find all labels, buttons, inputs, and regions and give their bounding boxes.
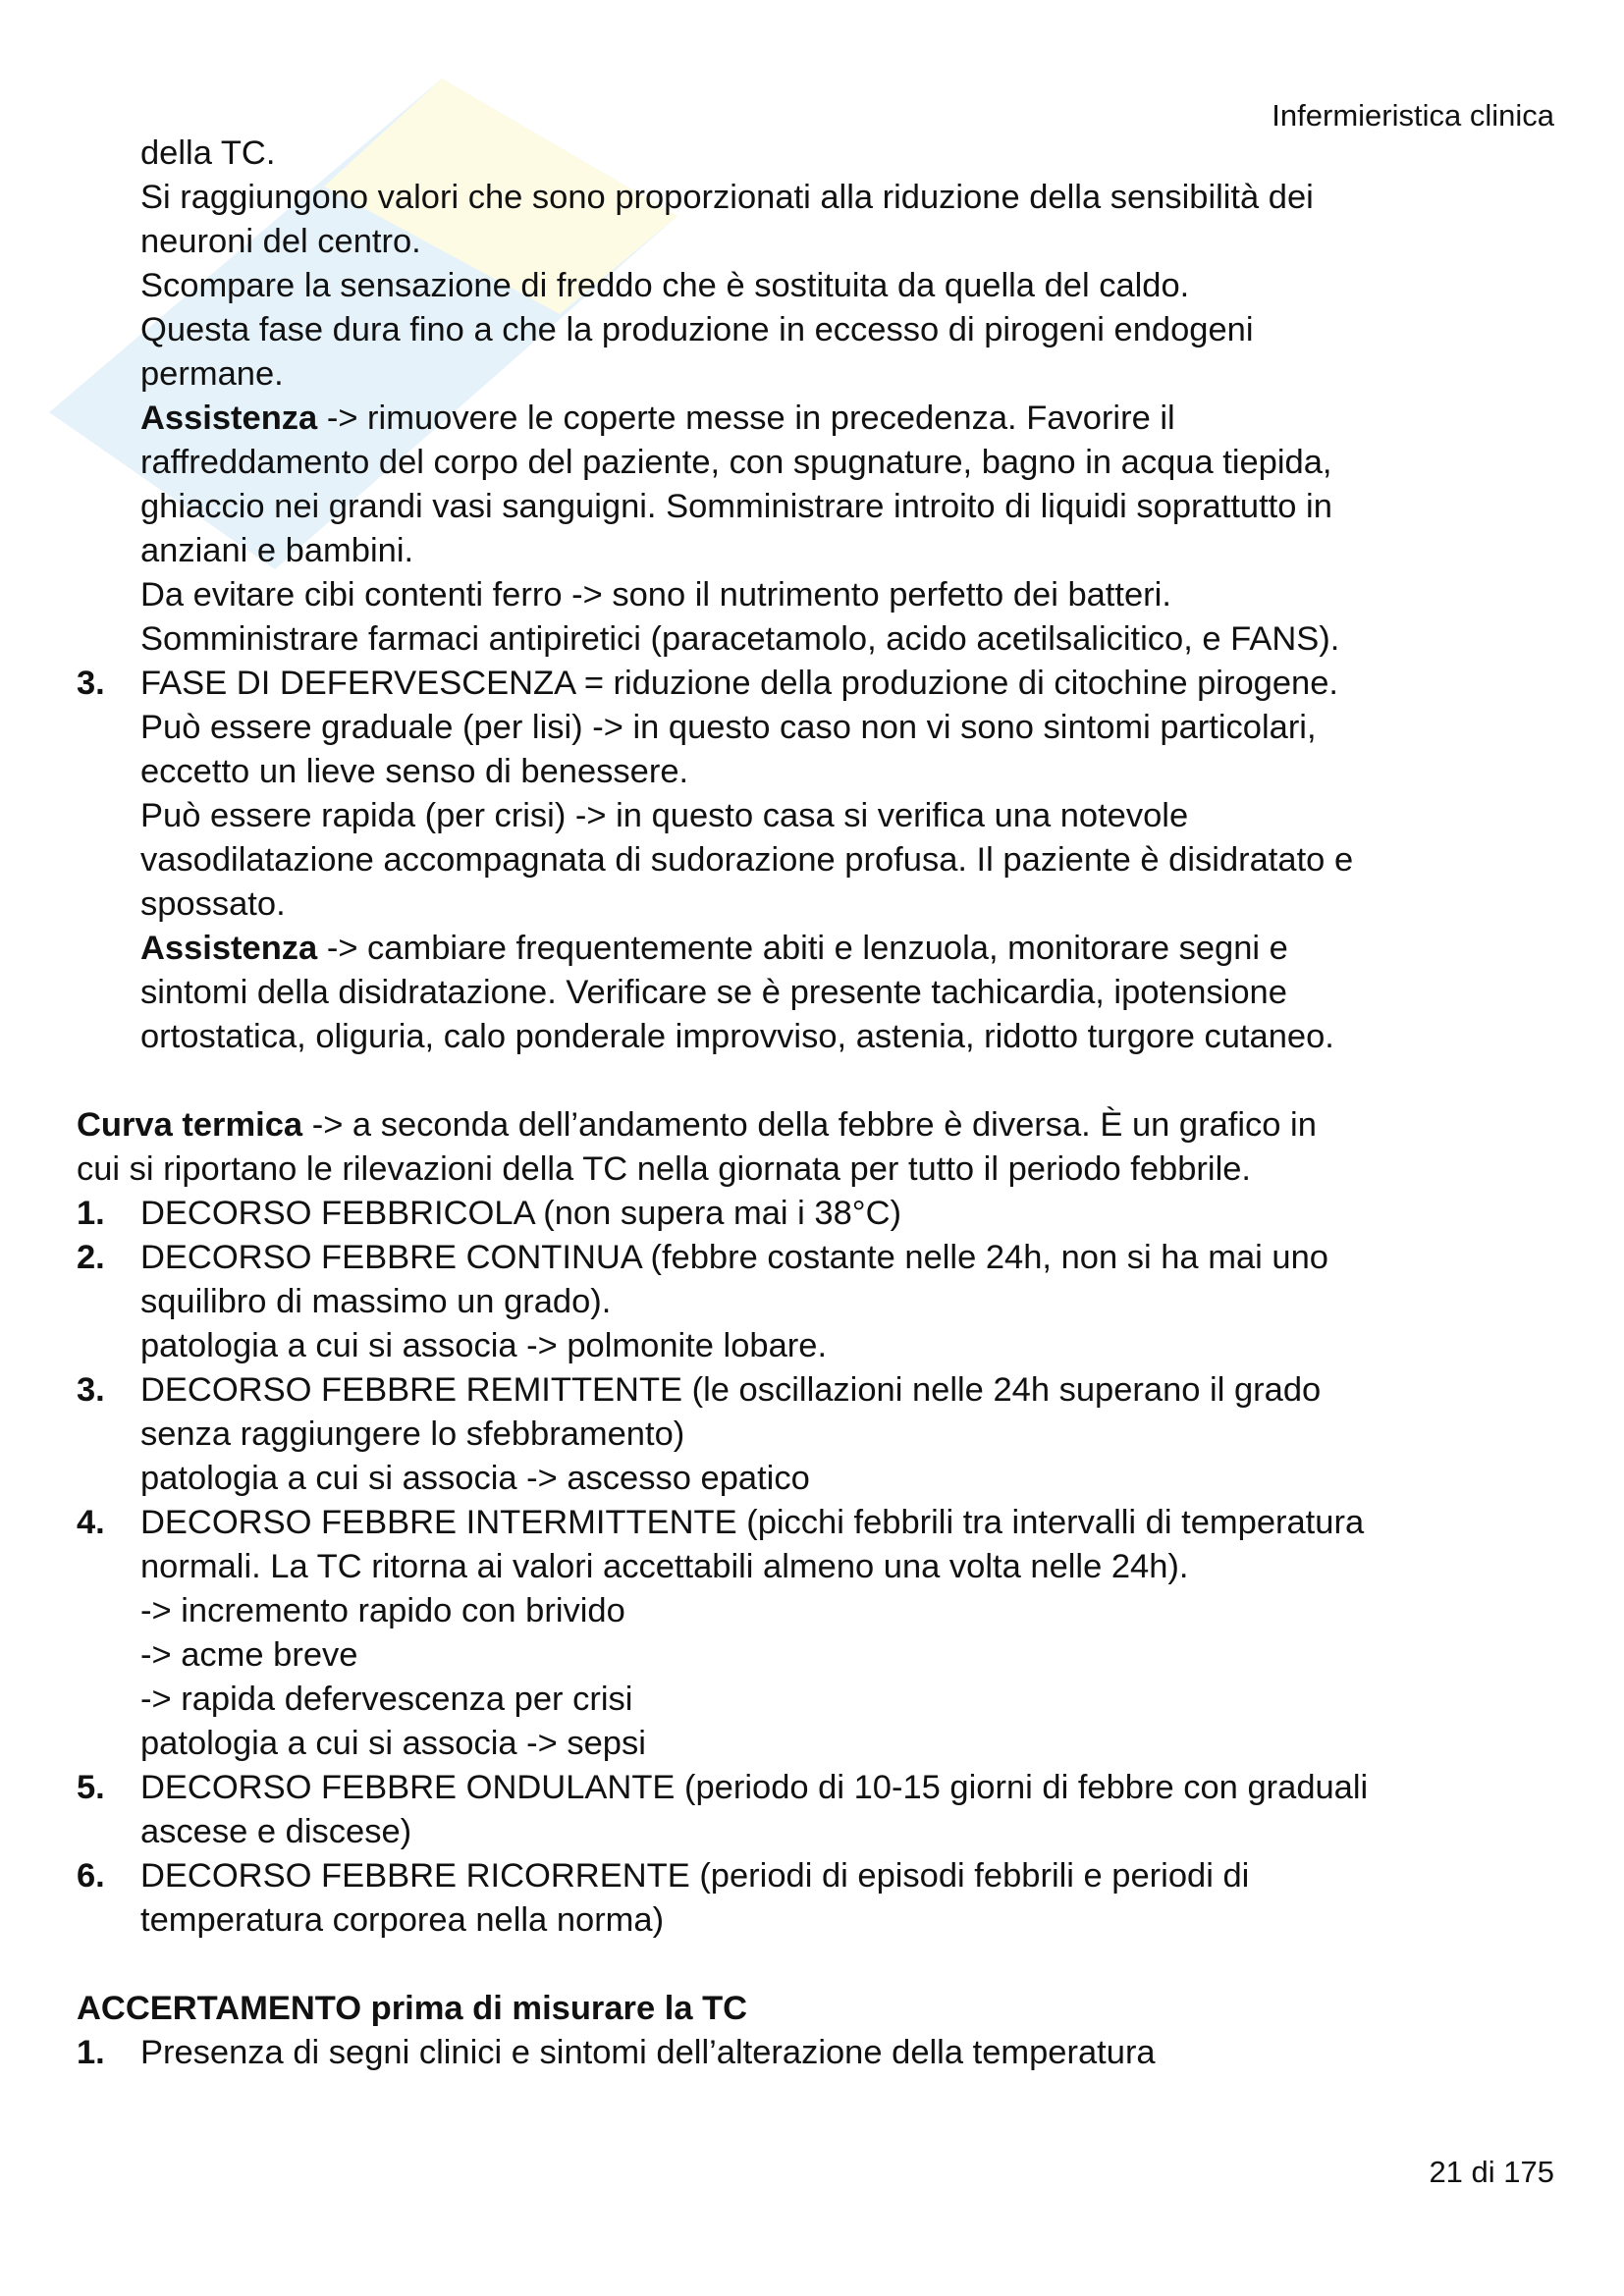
text-line <box>77 1766 1569 1810</box>
line-text: DECORSO FEBBRE REMITTENTE (le oscillazioni nelle 24h superano il grado <box>140 1371 1322 1409</box>
document-header: Infermieristica clinica <box>1272 98 1554 133</box>
text-line <box>77 1324 1569 1368</box>
line-text: DECORSO FEBBRICOLA (non supera mai i 38°C) <box>140 1195 901 1232</box>
line-text: della TC. <box>140 134 276 172</box>
text-line <box>77 485 1569 529</box>
line-text: -> rimuovere le coperte messe in precedenza. Favorire il <box>317 400 1175 437</box>
text-line <box>77 1501 1569 1545</box>
bold-term: Assistenza <box>140 400 318 437</box>
line-text: Può essere rapida (per crisi) -> in questo casa si verifica una notevole <box>140 797 1189 834</box>
text-line <box>77 1236 1569 1280</box>
line-text: -> cambiare frequentemente abiti e lenzuola, monitorare segni e <box>317 930 1288 967</box>
line-text: DECORSO FEBBRE ONDULANTE (periodo di 10-15 giorni di febbre con graduali <box>140 1769 1369 1806</box>
line-text: Questa fase dura fino a che la produzione in eccesso di pirogeni endogeni <box>140 311 1254 348</box>
line-text: raffreddamento del corpo del paziente, con spugnature, bagno in acqua tiepida, <box>140 444 1332 481</box>
text-line <box>77 1457 1569 1501</box>
line-text: Scompare la sensazione di freddo che è sostituita da quella del caldo. <box>140 267 1190 304</box>
line-text: DECORSO FEBBRE RICORRENTE (periodi di episodi febbrili e periodi di <box>140 1857 1250 1895</box>
text-line <box>77 706 1569 750</box>
text-line <box>77 1280 1569 1324</box>
text-line <box>77 441 1569 485</box>
text-line <box>77 1678 1569 1722</box>
line-text: normali. La TC ritorna ai valori accettabili almeno una volta nelle 24h). <box>140 1548 1189 1585</box>
list-number: 3. <box>77 665 105 702</box>
line-text: Si raggiungono valori che sono proporzionati alla riduzione della sensibilità dei <box>140 179 1314 216</box>
bold-term: Curva termica <box>77 1106 303 1144</box>
text-line <box>77 838 1569 882</box>
text-line <box>77 573 1569 617</box>
text-line <box>77 617 1569 662</box>
line-text: Somministrare farmaci antipiretici (paracetamolo, acido acetilsalicitico, e FANS). <box>140 620 1340 658</box>
text-line <box>77 220 1569 264</box>
text-line <box>77 1810 1569 1854</box>
line-text: temperatura corporea nella norma) <box>140 1901 665 1939</box>
text-line <box>77 750 1569 794</box>
line-text: patologia a cui si associa -> ascesso epatico <box>140 1460 810 1497</box>
line-text: squilibro di massimo un grado). <box>140 1283 612 1320</box>
text-line <box>77 1589 1569 1633</box>
line-text: anziani e bambini. <box>140 532 414 569</box>
text-line <box>77 352 1569 397</box>
line-text: eccetto un lieve senso di benessere. <box>140 753 689 790</box>
text-line <box>77 529 1569 573</box>
text-line <box>77 1192 1569 1236</box>
line-text: ortostatica, oliguria, calo ponderale improvviso, astenia, ridotto turgore cutaneo. <box>140 1018 1334 1055</box>
text-line <box>77 1148 1569 1192</box>
text-line <box>77 1898 1569 1943</box>
line-text: Da evitare cibi contenti ferro -> sono il nutrimento perfetto dei batteri. <box>140 576 1171 614</box>
line-text: FASE DI DEFERVESCENZA = riduzione della produzione di citochine pirogene. <box>140 665 1338 702</box>
text-line <box>77 1103 1569 1148</box>
text-line <box>77 308 1569 352</box>
line-text: neuroni del centro. <box>140 223 421 260</box>
list-number: 4. <box>77 1504 105 1541</box>
line-text: patologia a cui si associa -> sepsi <box>140 1725 646 1762</box>
bold-term: Assistenza <box>140 930 318 967</box>
line-text: DECORSO FEBBRE INTERMITTENTE (picchi febbrili tra intervalli di temperatura <box>140 1504 1365 1541</box>
line-text: spossato. <box>140 885 286 923</box>
text-line <box>77 882 1569 927</box>
line-text: senza raggiungere lo sfebbramento) <box>140 1415 685 1453</box>
line-text: sintomi della disidratazione. Verificare se è presente tachicardia, ipotensione <box>140 974 1287 1011</box>
list-number: 6. <box>77 1857 105 1895</box>
list-number: 1. <box>77 2034 105 2071</box>
list-number: 5. <box>77 1769 105 1806</box>
text-line <box>77 1633 1569 1678</box>
list-number: 1. <box>77 1195 105 1232</box>
text-line <box>77 264 1569 308</box>
list-number: 2. <box>77 1239 105 1276</box>
text-line <box>77 927 1569 971</box>
line-text: -> acme breve <box>140 1636 358 1674</box>
line-text: permane. <box>140 355 284 393</box>
line-text: DECORSO FEBBRE CONTINUA (febbre costante nelle 24h, non si ha mai uno <box>140 1239 1328 1276</box>
text-line <box>77 794 1569 838</box>
line-text: cui si riportano le rilevazioni della TC nella giornata per tutto il periodo febbrile. <box>77 1150 1252 1188</box>
line-text: -> a seconda dell’andamento della febbre è diversa. È un grafico in <box>302 1106 1317 1144</box>
line-text: ghiaccio nei grandi vasi sanguigni. Somministrare introito di liquidi soprattutto in <box>140 488 1332 525</box>
line-text: Presenza di segni clinici e sintomi dell’alterazione della temperatura <box>140 2034 1156 2071</box>
text-line <box>77 132 1569 176</box>
text-line <box>77 1987 1569 2031</box>
text-line <box>77 1413 1569 1457</box>
line-text: -> rapida defervescenza per crisi <box>140 1681 633 1718</box>
text-line <box>77 2031 1569 2075</box>
text-line <box>77 397 1569 441</box>
bold-term: ACCERTAMENTO prima di misurare la TC <box>77 1990 748 2027</box>
line-text: patologia a cui si associa -> polmonite lobare. <box>140 1327 828 1364</box>
line-text: ascese e discese) <box>140 1813 412 1850</box>
blank-line <box>77 1943 1569 1987</box>
text-line <box>77 662 1569 706</box>
line-text: -> incremento rapido con brivido <box>140 1592 625 1629</box>
blank-line <box>77 1059 1569 1103</box>
line-text: Può essere graduale (per lisi) -> in questo caso non vi sono sintomi particolari, <box>140 709 1317 746</box>
text-line <box>77 1545 1569 1589</box>
page-number: 21 di 175 <box>1429 2155 1554 2189</box>
text-line <box>77 1015 1569 1059</box>
document-body <box>77 132 1569 2075</box>
list-number: 3. <box>77 1371 105 1409</box>
line-text: vasodilatazione accompagnata di sudorazione profusa. Il paziente è disidratato e <box>140 841 1354 879</box>
text-line <box>77 1854 1569 1898</box>
text-line <box>77 176 1569 220</box>
text-line <box>77 1722 1569 1766</box>
text-line <box>77 971 1569 1015</box>
text-line <box>77 1368 1569 1413</box>
